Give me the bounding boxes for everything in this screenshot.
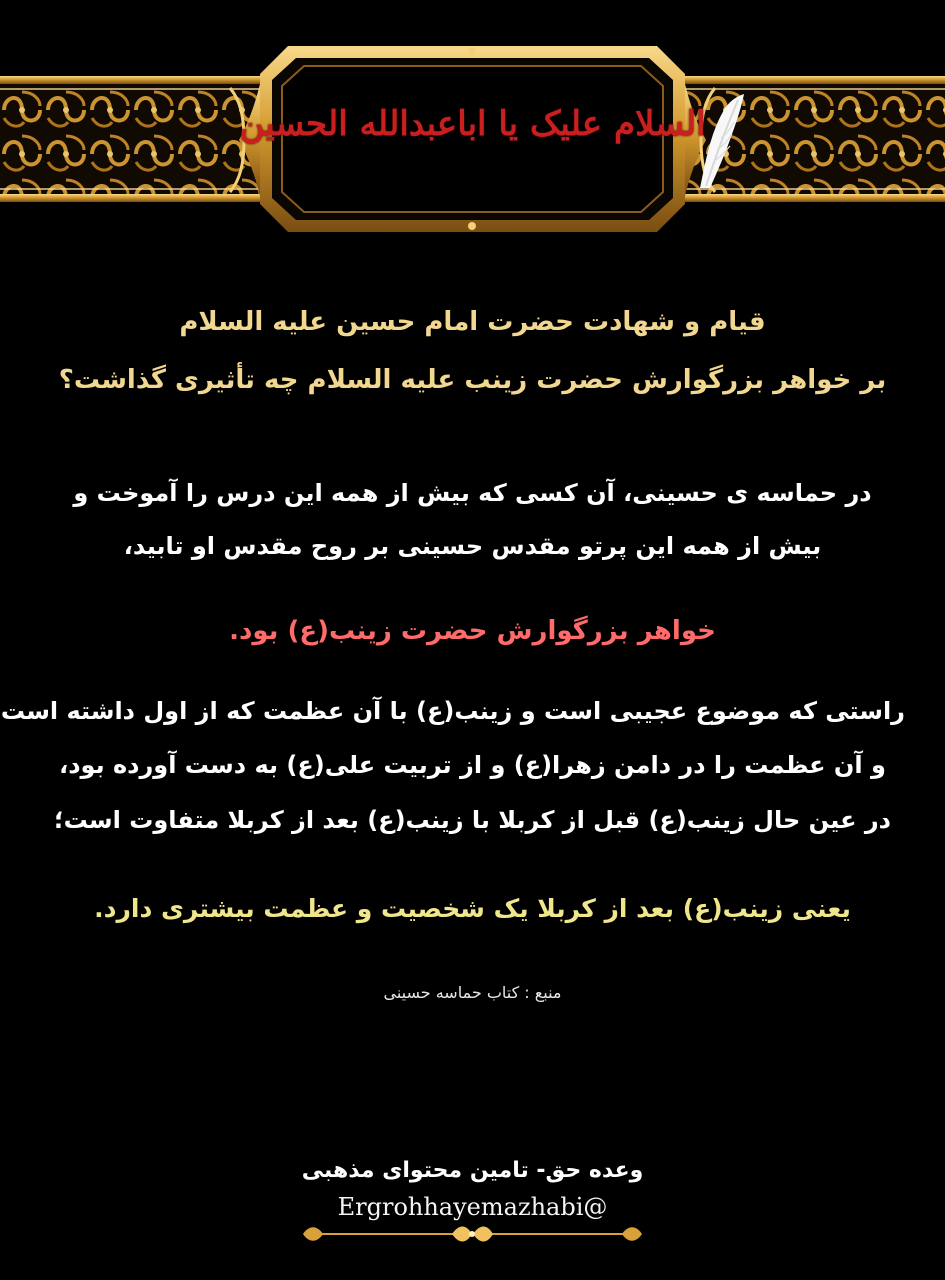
banner-title: السلام علیک یا اباعبدالله الحسین: [239, 104, 706, 144]
white-feather-icon: [690, 90, 750, 200]
heading-line-2: بر خواهر بزرگوارش حضرت زینب علیه السلام چه تأثیری گذاشت؟: [58, 365, 887, 395]
paragraph-1-line-2: بیش از همه این پرتو مقدس حسینی بر روح مقدس او تابید،: [123, 532, 822, 560]
footer-handle: @Ergrohhayemazhabi: [337, 1193, 608, 1221]
paragraph-1-line-1: در حماسه ی حسینی، آن کسی که بیش از همه این درس را آموخت و: [73, 479, 872, 507]
footer-brand: وعده حق- تامین محتوای مذهبی: [301, 1158, 644, 1183]
header-banner: [0, 0, 945, 280]
paragraph-2-line-2: و آن عظمت را در دامن زهرا(ع) و از تربیت علی(ع) به دست آورده بود،: [59, 751, 886, 779]
paragraph-2-line-3: در عین حال زینب(ع) قبل از کربلا با زینب(ع) بعد از کربلا متفاوت است؛: [54, 806, 891, 834]
source-text: منبع : کتاب حماسه حسینی: [383, 983, 562, 1002]
highlight-text: خواهر بزرگوارش حضرت زینب(ع) بود.: [229, 616, 716, 646]
conclusion-text: یعنی زینب(ع) بعد از کربلا یک شخصیت و عظمت بیشتری دارد.: [94, 894, 851, 923]
paragraph-2-line-1: راستی که موضوع عجیبی است و زینب(ع) با آن عظمت که از اول داشته است: [0, 697, 905, 725]
gold-divider-ornament-icon: [295, 1218, 650, 1250]
heading-line-1: قیام و شهادت حضرت امام حسین علیه السلام: [179, 307, 766, 337]
